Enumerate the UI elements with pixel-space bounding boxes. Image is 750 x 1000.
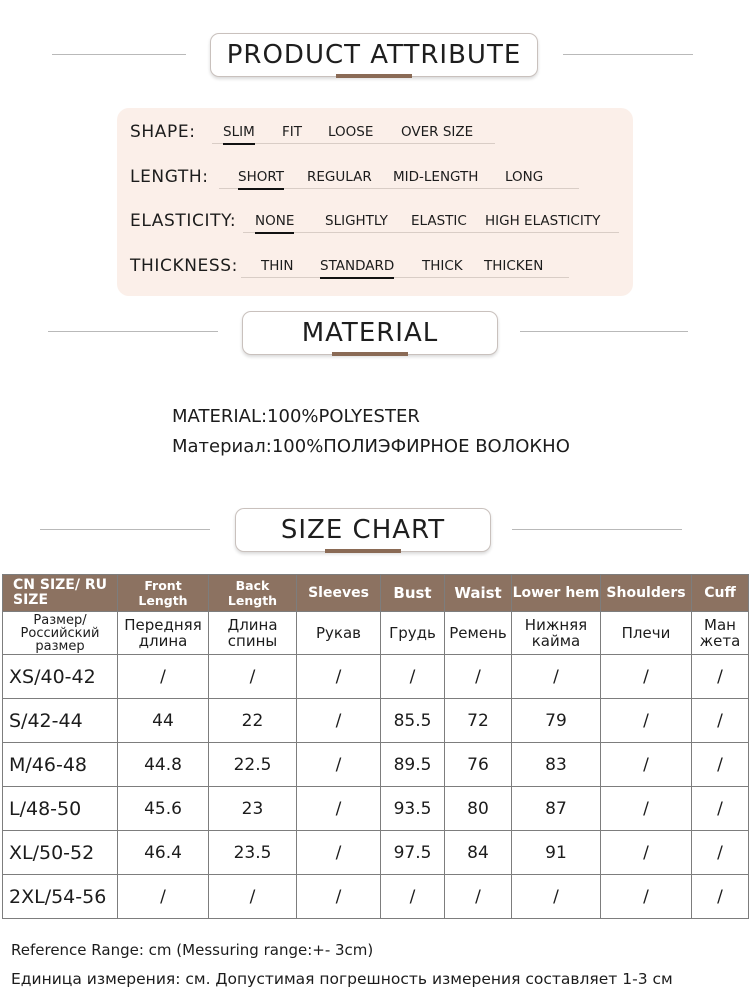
table-cell: 22.5 [209,743,297,787]
material-title-text: MATERIAL [301,318,439,348]
table-cell: / [601,875,692,919]
divider-line [48,331,218,332]
table-cell: 72 [445,699,512,743]
table-cell: / [118,655,209,699]
attribute-underline [241,277,569,278]
table-cell: 44 [118,699,209,743]
table-header-cell: Bust [381,575,445,612]
size-cell: L/48-50 [3,787,118,831]
table-header-cell: Cuff [692,575,749,612]
attribute-option-selected: SLIM [223,124,255,140]
attribute-option: THICKEN [484,258,544,274]
table-cell: / [209,655,297,699]
table-cell: / [601,655,692,699]
material-text-ru: Материал:100%ПОЛИЭФИРНОЕ ВОЛОКНО [172,436,570,457]
table-header-row-ru [3,612,749,655]
table-cell: / [297,655,381,699]
attribute-option: FIT [282,124,302,140]
product-attribute-title [210,33,538,77]
table-cell: / [297,743,381,787]
table-cell: 46.4 [118,831,209,875]
attribute-label: SHAPE: [130,122,196,142]
table-cell: 22 [209,699,297,743]
table-cell: 85.5 [381,699,445,743]
size-cell: XS/40-42 [3,655,118,699]
table-header-cell-ru: Ман жета [692,612,749,655]
attribute-label: ELASTICITY: [130,211,237,231]
size-chart-title [235,508,491,552]
footer-note-ru: Единица измерения: см. Допустимая погрешность измерения составляет 1-3 см [11,970,673,988]
attribute-panel [117,108,633,296]
table-row [3,743,749,787]
attribute-underline [243,232,619,233]
table-header-row [3,575,749,612]
table-cell: / [692,831,749,875]
table-header-cell-ru: Передняя длина [118,612,209,655]
table-cell: 93.5 [381,787,445,831]
table-header-cell: CN SIZE/ RU SIZE [3,575,118,612]
product-attribute-title-text: PRODUCT ATTRIBUTE [226,40,522,70]
table-row [3,655,749,699]
table-header-cell-ru: Грудь [381,612,445,655]
table-cell: / [297,787,381,831]
table-cell: / [297,699,381,743]
table-cell: / [692,875,749,919]
table-cell: / [445,655,512,699]
table-header-cell-ru: Длина спины [209,612,297,655]
table-cell: 45.6 [118,787,209,831]
table-cell: / [118,875,209,919]
table-cell: / [601,787,692,831]
table-header-cell-ru: Ремень [445,612,512,655]
divider-line [52,54,186,55]
material-text-en: MATERIAL:100%POLYESTER [172,406,420,427]
attribute-option: LOOSE [328,124,374,140]
divider-line [520,331,688,332]
attribute-option: LONG [505,169,544,185]
table-cell: / [692,787,749,831]
attribute-row-elasticity [117,209,633,239]
attribute-row-shape [117,120,633,150]
attribute-label: LENGTH: [130,167,209,187]
table-cell: / [381,655,445,699]
attribute-option: THIN [261,258,294,274]
attribute-option: THICK [422,258,463,274]
title-accent-bar [325,549,401,553]
table-header-cell: Sleeves [297,575,381,612]
table-cell: 76 [445,743,512,787]
title-accent-bar [336,74,412,78]
table-header-cell: Lower hem [512,575,601,612]
size-chart-title-text: SIZE CHART [280,515,446,545]
table-cell: 83 [512,743,601,787]
size-cell: S/42-44 [3,699,118,743]
attribute-option-selected: SHORT [238,169,284,185]
table-cell: / [692,655,749,699]
table-cell: / [297,831,381,875]
divider-line [563,54,693,55]
table-header-cell-ru: Плечи [601,612,692,655]
size-cell: M/46-48 [3,743,118,787]
table-cell: / [445,875,512,919]
table-cell: / [512,875,601,919]
table-cell: 79 [512,699,601,743]
divider-line [40,529,210,530]
table-cell: / [297,875,381,919]
footer-note-en: Reference Range: cm (Messuring range:+- 3cm) [11,941,374,959]
table-cell: / [601,743,692,787]
attribute-option: REGULAR [307,169,372,185]
attribute-option-selected: NONE [255,213,295,229]
title-accent-bar [332,352,408,356]
table-cell: 87 [512,787,601,831]
attribute-option-selected: STANDARD [320,258,395,274]
table-row [3,831,749,875]
size-cell: 2XL/54-56 [3,875,118,919]
table-cell: / [209,875,297,919]
table-header-cell: Front Length [118,575,209,612]
table-cell: / [601,699,692,743]
table-cell: 89.5 [381,743,445,787]
table-cell: / [601,831,692,875]
table-cell: / [692,699,749,743]
table-row [3,787,749,831]
table-cell: 84 [445,831,512,875]
table-header-cell: Back Length [209,575,297,612]
table-cell: 23.5 [209,831,297,875]
size-chart-table [2,574,749,919]
attribute-option: ELASTIC [411,213,467,229]
table-cell: 97.5 [381,831,445,875]
size-cell: XL/50-52 [3,831,118,875]
table-row [3,875,749,919]
table-cell: / [692,743,749,787]
table-header-cell-ru: Рукав [297,612,381,655]
table-header-cell: Waist [445,575,512,612]
table-row [3,699,749,743]
table-cell: / [381,875,445,919]
table-header-cell: Shoulders [601,575,692,612]
attribute-row-length [117,165,633,195]
attribute-row-thickness [117,254,633,284]
material-title [242,311,498,355]
attribute-label: THICKNESS: [130,256,238,276]
table-cell: 44.8 [118,743,209,787]
divider-line [512,529,682,530]
table-cell: / [512,655,601,699]
attribute-option: SLIGHTLY [325,213,388,229]
table-cell: 91 [512,831,601,875]
table-cell: 23 [209,787,297,831]
attribute-option: HIGH ELASTICITY [485,213,601,229]
attribute-option: MID-LENGTH [393,169,479,185]
table-header-cell-ru: Нижняя кайма [512,612,601,655]
table-cell: 80 [445,787,512,831]
attribute-option: OVER SIZE [401,124,474,140]
table-header-cell-ru: Размер/ Российский размер [3,612,118,655]
